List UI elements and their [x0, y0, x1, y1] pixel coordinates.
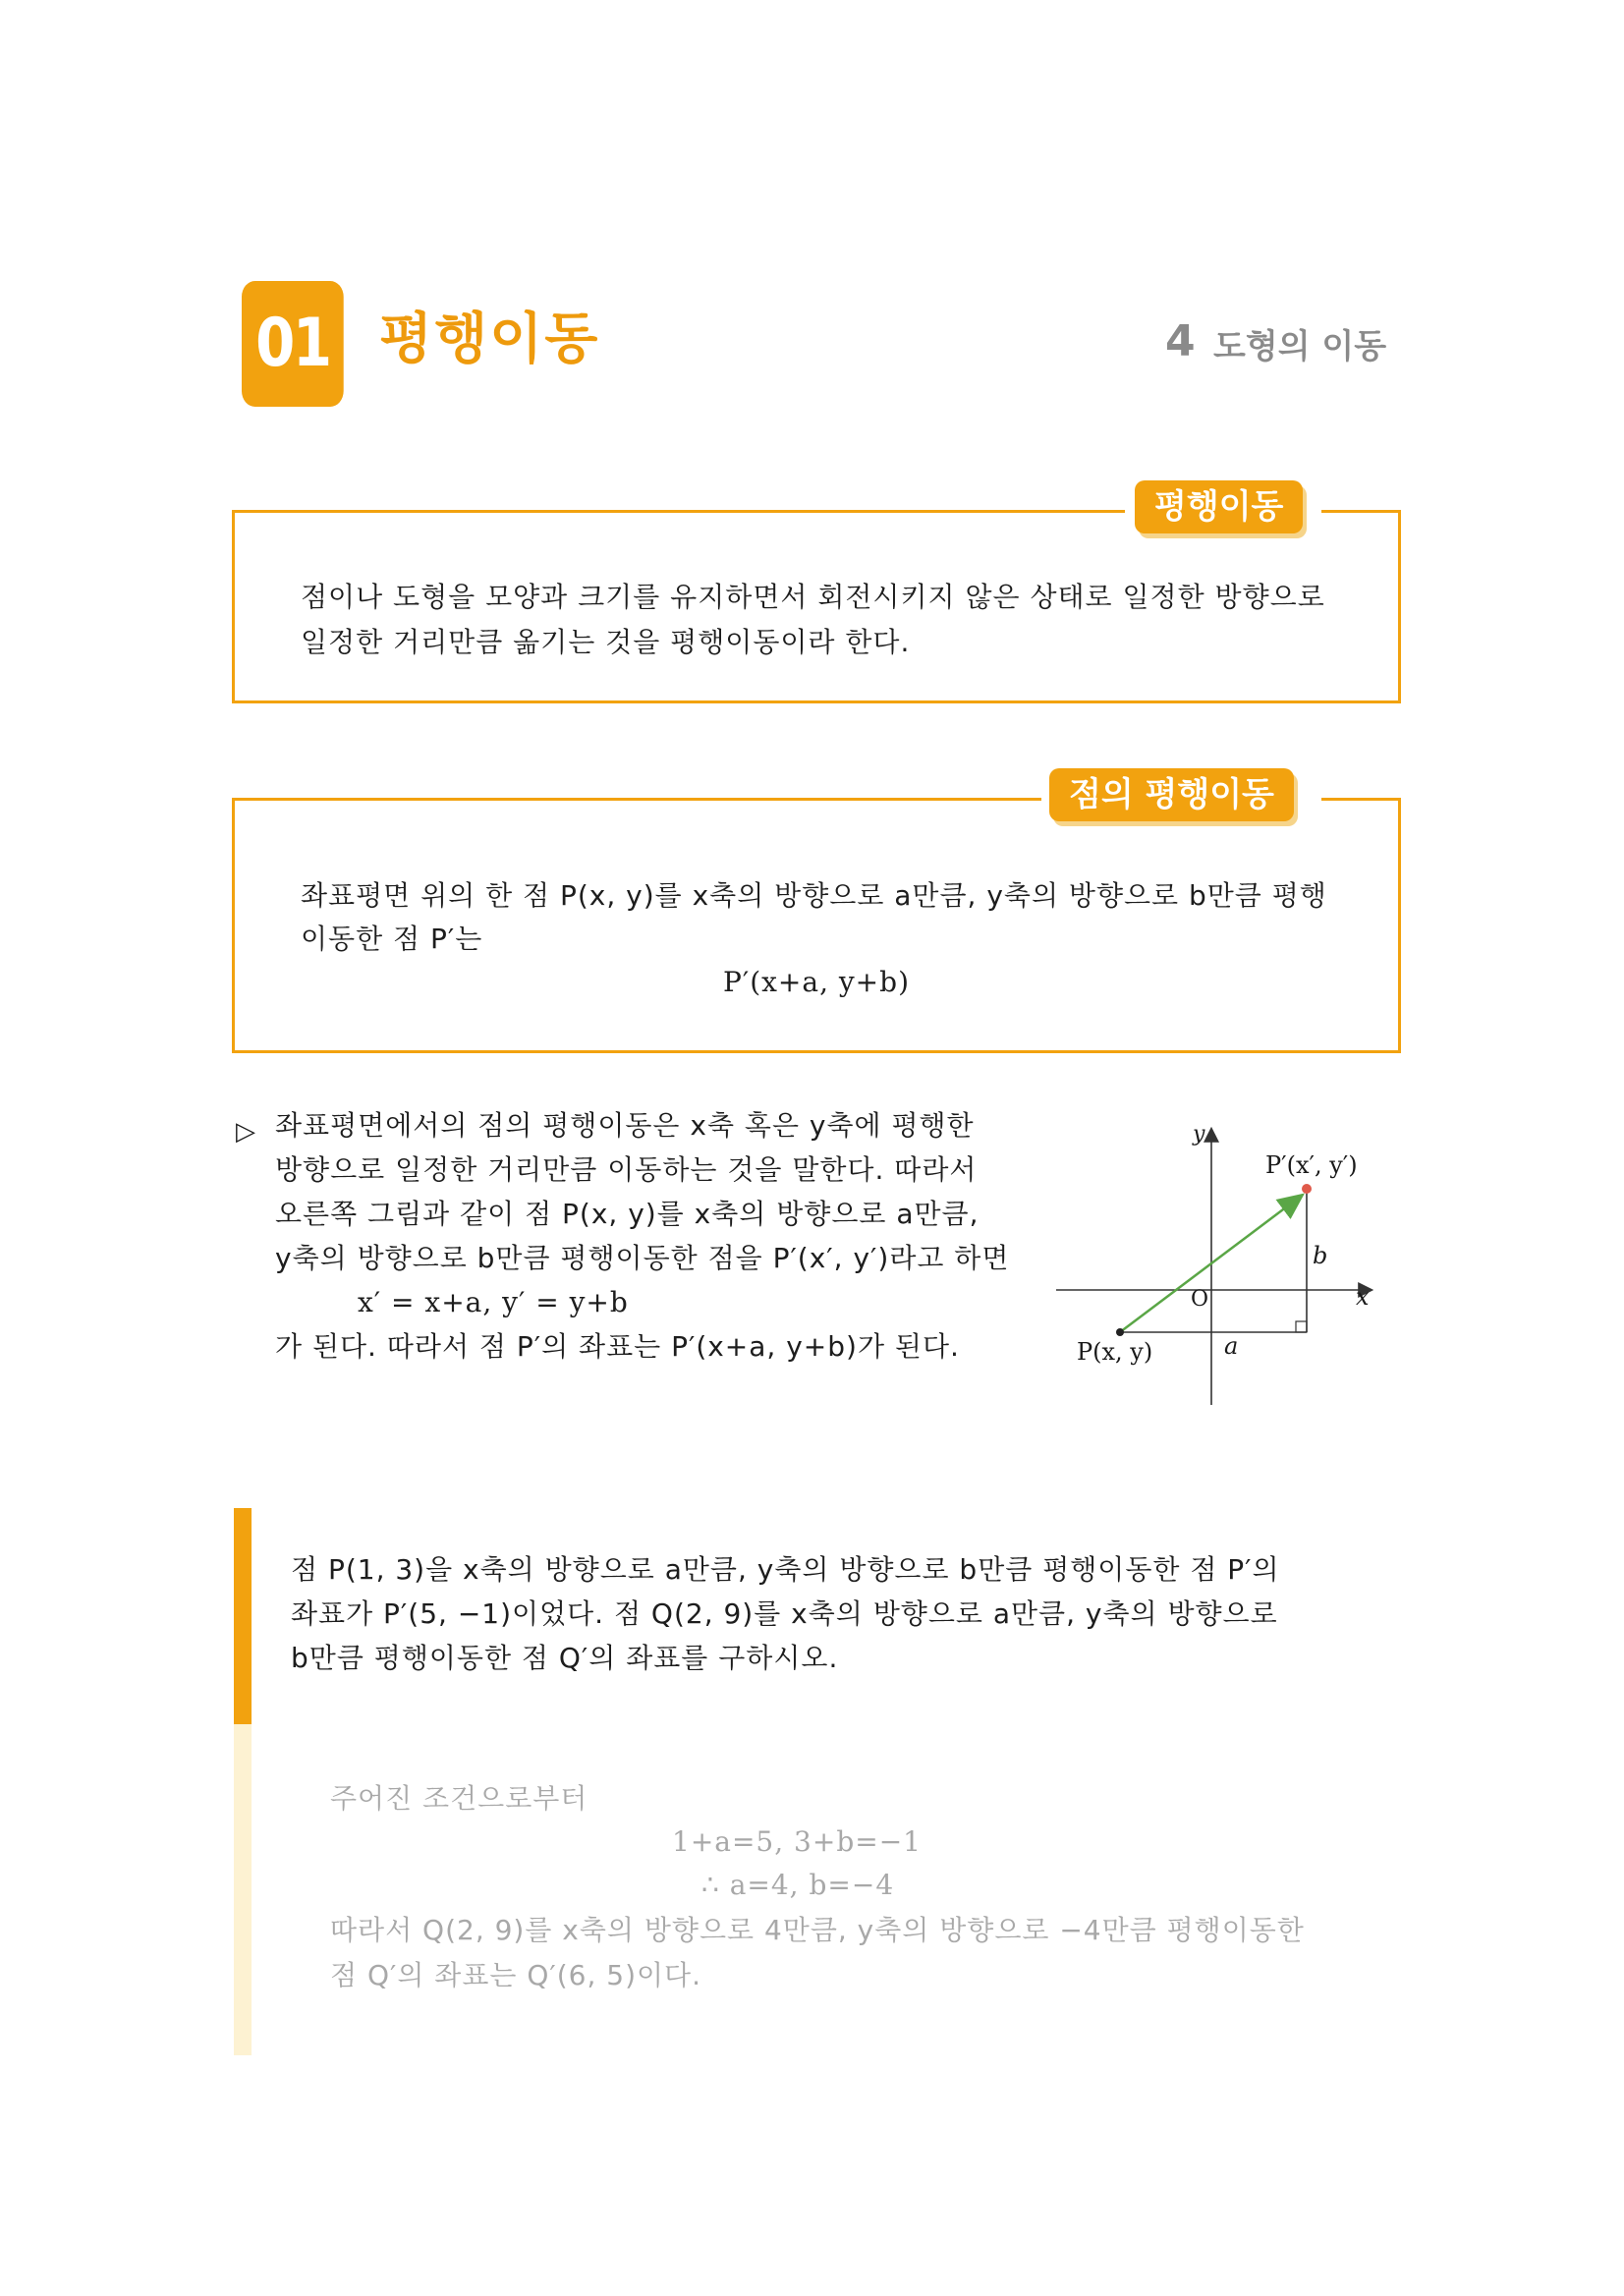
explanation-line-3: 오른쪽 그림과 같이 점 P(x, y)를 x축의 방향으로 a만큼, — [275, 1198, 980, 1230]
explanation-line-1: 좌표평면에서의 점의 평행이동은 x축 혹은 y축에 평행한 — [275, 1109, 975, 1142]
point-p-prime-dot — [1302, 1184, 1312, 1194]
example-line-2: 좌표가 P′(5, −1)이었다. 점 Q(2, 9)를 x축의 방향으로 a만큼, y축의 방향으로 — [291, 1597, 1278, 1630]
explanation-line-5: 가 된다. 따라서 점 P′의 좌표는 P′(x+a, y+b)가 된다. — [275, 1330, 960, 1363]
example-line-1: 점 P(1, 3)을 x축의 방향으로 a만큼, y축의 방향으로 b만큼 평행이동한 점 P′의 — [291, 1553, 1280, 1586]
right-angle-mark — [1296, 1321, 1307, 1332]
example-line-3: b만큼 평행이동한 점 Q′의 좌표를 구하시오. — [291, 1642, 839, 1674]
definition-label: 평행이동 — [1135, 480, 1303, 533]
chapter-number: 4 — [1165, 316, 1196, 366]
point-translation-label: 점의 평행이동 — [1049, 768, 1294, 821]
chapter-title: 도형의 이동 — [1213, 327, 1387, 366]
point-translation-line-1: 좌표평면 위의 한 점 P(x, y)를 x축의 방향으로 a만큼, y축의 방향으로 b만큼 평행 — [301, 879, 1327, 912]
bullet-triangle-icon: ▷ — [236, 1117, 255, 1147]
y-axis-label: y — [1193, 1122, 1205, 1147]
point-translation-line-2: 이동한 점 P′는 — [301, 923, 483, 955]
explanation-line-2: 방향으로 일정한 거리만큼 이동하는 것을 말한다. 따라서 — [275, 1153, 978, 1186]
explanation-formula: x′ = x+a, y′ = y+b — [358, 1286, 629, 1318]
solution-accent-bar — [234, 1724, 252, 2055]
solution-equation-2: ∴ a=4, b=−4 — [701, 1869, 895, 1901]
point-translation-formula: P′(x+a, y+b) — [723, 966, 910, 998]
example-accent-bar — [234, 1508, 252, 1724]
x-axis-label: x — [1356, 1283, 1370, 1311]
definition-line-2: 일정한 거리만큼 옮기는 것을 평행이동이라 한다. — [301, 626, 911, 658]
explanation-line-4: y축의 방향으로 b만큼 평행이동한 점을 P′(x′, y′)라고 하면 — [275, 1242, 1010, 1274]
origin-label: O — [1191, 1287, 1209, 1312]
definition-line-1: 점이나 도형을 모양과 크기를 유지하면서 회전시키지 않은 상태로 일정한 방향으로 — [301, 581, 1325, 613]
solution-line-1: 주어진 조건으로부터 — [330, 1782, 588, 1815]
solution-line-3: 점 Q′의 좌표는 Q′(6, 5)이다. — [330, 1959, 702, 1991]
section-title: 평행이동 — [379, 308, 600, 371]
point-p-prime-label: P′(x′, y′) — [1265, 1151, 1358, 1179]
solution-line-2: 따라서 Q(2, 9)를 x축의 방향으로 4만큼, y축의 방향으로 −4만큼 평행이동한 — [330, 1914, 1305, 1946]
horizontal-distance-label: a — [1224, 1332, 1239, 1360]
point-p-label: P(x, y) — [1077, 1338, 1153, 1366]
section-number-badge: 01 — [242, 281, 344, 407]
point-p-dot — [1116, 1328, 1124, 1336]
vertical-distance-label: b — [1313, 1242, 1328, 1269]
solution-equation-1: 1+a=5, 3+b=−1 — [672, 1825, 922, 1858]
